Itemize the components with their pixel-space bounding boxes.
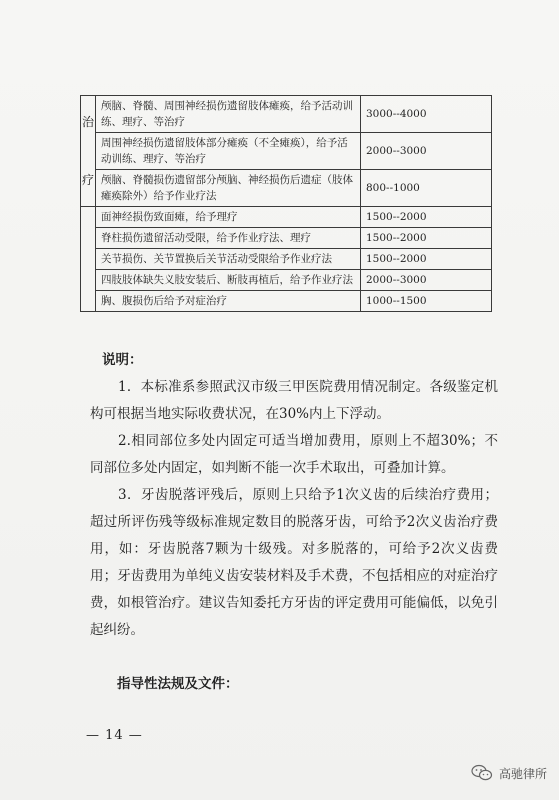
watermark-text: 高驰律所 bbox=[498, 766, 547, 781]
treatment-item: 面神经损伤致面瘫，给予理疗 bbox=[96, 207, 361, 228]
fee-range: 800--1000 bbox=[361, 170, 492, 207]
fee-range: 1500--2000 bbox=[361, 249, 492, 270]
treatment-item: 胸、腹损伤后给予对症治疗 bbox=[96, 291, 361, 312]
category-char: 疗 bbox=[81, 173, 94, 187]
treatment-item: 关节损伤、关节置换后关节活动受限给予作业疗法 bbox=[96, 249, 361, 270]
notes-section bbox=[90, 347, 498, 644]
treatment-item: 颅脑、脊髓损伤遗留部分颅脑、神经损伤后遗症（肢体瘫痪除外）给予作业疗法 bbox=[96, 170, 361, 207]
category-cell-continued bbox=[81, 207, 96, 312]
note-item-3: 3．牙齿脱落评残后，原则上只给予1次义齿的后续治疗费用；超过所评伤残等级标准规定数目的脱落牙齿，可给予2次义齿治疗费用，如：牙齿脱落7颗为十级残。对多脱落的，可给予2次义齿费用；牙齿费用为单纯义齿安装材料及手术费，不包括相应的对症治疗费，如根管治疗。建议告知委托方牙齿的评定费用可能偏低，以免引起纠纷。 bbox=[90, 487, 498, 638]
table-row bbox=[81, 96, 492, 133]
notes-heading: 说明： bbox=[102, 352, 143, 368]
treatment-item: 颅脑、脊髓、周围神经损伤遗留肢体瘫痪，给予活动训练、理疗、等治疗 bbox=[96, 96, 361, 133]
table-row bbox=[81, 228, 492, 249]
watermark bbox=[471, 764, 547, 782]
fee-table bbox=[80, 95, 492, 312]
fee-range: 2000--3000 bbox=[361, 270, 492, 291]
table-row bbox=[81, 133, 492, 170]
table-row bbox=[81, 207, 492, 228]
treatment-item: 四肢肢体缺失义肢安装后、断肢再植后，给予作业疗法 bbox=[96, 270, 361, 291]
note-item-1: 1．本标准系参照武汉市级三甲医院费用情况制定。各级鉴定机构可根据当地实际收费状况，在30%内上下浮动。 bbox=[90, 379, 498, 422]
laws-heading: 指导性法规及文件： bbox=[117, 676, 239, 692]
table-row bbox=[81, 249, 492, 270]
table-row bbox=[81, 291, 492, 312]
fee-range: 2000--3000 bbox=[361, 133, 492, 170]
fee-range: 3000--4000 bbox=[361, 96, 492, 133]
table-row bbox=[81, 170, 492, 207]
category-char: 治 bbox=[81, 115, 94, 129]
fee-range: 1000--1500 bbox=[361, 291, 492, 312]
note-item-2: 2.相同部位多处内固定可适当增加费用，原则上不超30%；不同部位多处内固定，如判断不能一次手术取出，可叠加计算。 bbox=[90, 433, 498, 476]
treatment-item: 脊柱损伤遗留活动受限，给予作业疗法、理疗 bbox=[96, 228, 361, 249]
treatment-item: 周围神经损伤遗留肢体部分瘫痪（不全瘫痪），给予活动训练、理疗、等治疗 bbox=[96, 133, 361, 170]
table-row bbox=[81, 270, 492, 291]
fee-range: 1500--2000 bbox=[361, 207, 492, 228]
fee-range: 1500--2000 bbox=[361, 228, 492, 249]
page-number: — 14 — bbox=[86, 728, 143, 743]
wechat-icon bbox=[471, 764, 493, 782]
category-cell bbox=[81, 96, 96, 207]
